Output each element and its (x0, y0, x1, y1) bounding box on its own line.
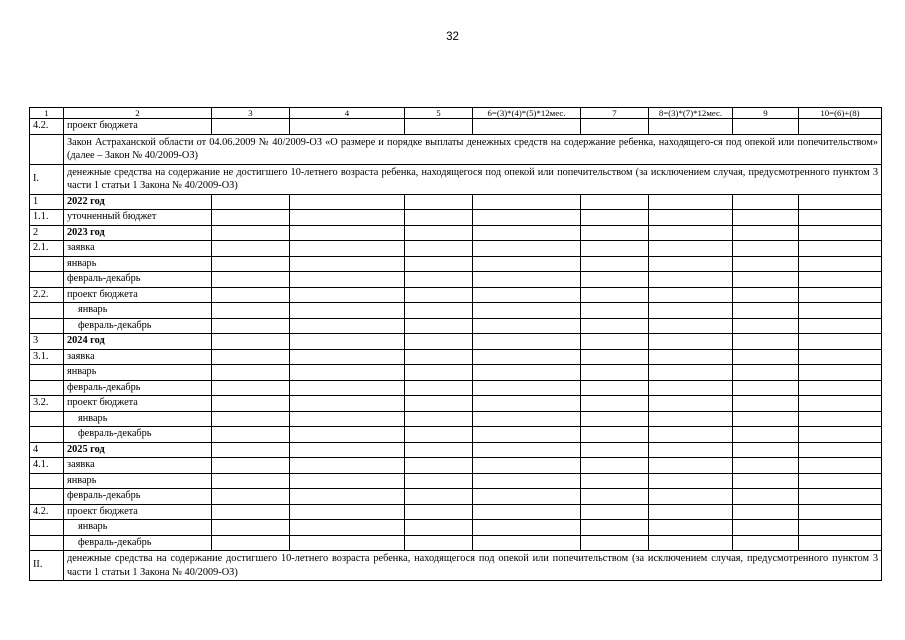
value-cell (473, 349, 581, 365)
row-label: заявка (64, 458, 212, 474)
value-cell (212, 256, 290, 272)
row-label: февраль-декабрь (64, 489, 212, 505)
value-cell (290, 365, 405, 381)
value-cell (405, 396, 473, 412)
value-cell (581, 535, 649, 551)
value-cell (405, 349, 473, 365)
value-cell (799, 365, 882, 381)
value-cell (473, 411, 581, 427)
value-cell (473, 318, 581, 334)
value-cell (405, 427, 473, 443)
value-cell (290, 256, 405, 272)
value-cell (212, 380, 290, 396)
value-cell (473, 504, 581, 520)
table-row (30, 473, 882, 489)
table-row (30, 194, 882, 210)
value-cell (405, 504, 473, 520)
value-cell (733, 119, 799, 135)
value-cell (473, 256, 581, 272)
header-cell: 3 (212, 108, 290, 119)
table-row (30, 411, 882, 427)
value-cell (405, 411, 473, 427)
value-cell (405, 210, 473, 226)
table-row (30, 396, 882, 412)
row-number: 3.1. (30, 349, 64, 365)
row-number: 1 (30, 194, 64, 210)
row-label: проект бюджета (64, 504, 212, 520)
row-label: январь (64, 473, 212, 489)
value-cell (649, 365, 733, 381)
value-cell (405, 365, 473, 381)
value-cell (212, 489, 290, 505)
value-cell (733, 334, 799, 350)
value-cell (212, 303, 290, 319)
value-cell (581, 396, 649, 412)
row-label: январь (64, 256, 212, 272)
value-cell (473, 535, 581, 551)
value-cell (733, 318, 799, 334)
value-cell (799, 318, 882, 334)
value-cell (405, 318, 473, 334)
value-cell (473, 194, 581, 210)
table-row (30, 241, 882, 257)
value-cell (212, 334, 290, 350)
value-cell (473, 365, 581, 381)
value-cell (405, 442, 473, 458)
value-cell (799, 427, 882, 443)
value-cell (405, 334, 473, 350)
value-cell (290, 287, 405, 303)
row-number (30, 411, 64, 427)
value-cell (649, 442, 733, 458)
value-cell (733, 489, 799, 505)
row-label: февраль-декабрь (64, 380, 212, 396)
value-cell (212, 349, 290, 365)
table-row (30, 349, 882, 365)
row-label: январь (64, 365, 212, 381)
value-cell (581, 287, 649, 303)
value-cell (649, 241, 733, 257)
value-cell (733, 287, 799, 303)
header-cell: 7 (581, 108, 649, 119)
value-cell (212, 365, 290, 381)
value-cell (290, 380, 405, 396)
value-cell (799, 334, 882, 350)
row-number: 3 (30, 334, 64, 350)
value-cell (799, 303, 882, 319)
value-cell (649, 256, 733, 272)
row-number: 1.1. (30, 210, 64, 226)
value-cell (290, 489, 405, 505)
value-cell (290, 520, 405, 536)
value-cell (212, 504, 290, 520)
table-row (30, 334, 882, 350)
row-label: заявка (64, 241, 212, 257)
value-cell (405, 473, 473, 489)
budget-table (29, 107, 882, 581)
row-number: 4.1. (30, 458, 64, 474)
value-cell (212, 272, 290, 288)
value-cell (733, 411, 799, 427)
value-cell (212, 318, 290, 334)
value-cell (799, 458, 882, 474)
value-cell (290, 119, 405, 135)
table-row (30, 520, 882, 536)
row-label: январь (64, 303, 212, 319)
header-cell: 10=(6)+(8) (799, 108, 882, 119)
value-cell (581, 520, 649, 536)
value-cell (799, 225, 882, 241)
value-cell (581, 380, 649, 396)
table-row (30, 365, 882, 381)
value-cell (649, 334, 733, 350)
value-cell (733, 396, 799, 412)
row-number (30, 520, 64, 536)
value-cell (290, 504, 405, 520)
header-cell: 1 (30, 108, 64, 119)
value-cell (649, 504, 733, 520)
value-cell (290, 535, 405, 551)
value-cell (799, 473, 882, 489)
value-cell (405, 241, 473, 257)
row-label: уточненный бюджет (64, 210, 212, 226)
value-cell (799, 272, 882, 288)
value-cell (649, 458, 733, 474)
value-cell (581, 489, 649, 505)
value-cell (473, 442, 581, 458)
value-cell (290, 272, 405, 288)
row-number (30, 380, 64, 396)
value-cell (733, 303, 799, 319)
value-cell (799, 442, 882, 458)
value-cell (733, 520, 799, 536)
section-text: денежные средства на содержание не достигшего 10-летнего возраста ребенка, находящегося под опекой или попечительством (за исключением случая, предусмотренного пунктом 3 части 1 статьи 1 Закона № 40/2009-ОЗ) (64, 164, 882, 194)
header-row (30, 108, 882, 119)
row-label: 2022 год (64, 194, 212, 210)
table-row (30, 210, 882, 226)
value-cell (290, 458, 405, 474)
value-cell (405, 256, 473, 272)
value-cell (799, 210, 882, 226)
table-row (30, 119, 882, 135)
table-row (30, 287, 882, 303)
header-cell: 2 (64, 108, 212, 119)
value-cell (290, 473, 405, 489)
value-cell (473, 396, 581, 412)
table-row (30, 256, 882, 272)
row-label: заявка (64, 349, 212, 365)
value-cell (290, 334, 405, 350)
value-cell (733, 241, 799, 257)
value-cell (649, 119, 733, 135)
header-cell: 8=(3)*(7)*12мес. (649, 108, 733, 119)
value-cell (733, 473, 799, 489)
value-cell (473, 241, 581, 257)
value-cell (799, 396, 882, 412)
row-number: 2.2. (30, 287, 64, 303)
value-cell (212, 442, 290, 458)
value-cell (581, 272, 649, 288)
table-row (30, 427, 882, 443)
value-cell (473, 520, 581, 536)
value-cell (290, 411, 405, 427)
value-cell (405, 489, 473, 505)
value-cell (733, 210, 799, 226)
value-cell (405, 380, 473, 396)
row-number: 4.2. (30, 119, 64, 135)
value-cell (733, 194, 799, 210)
value-cell (212, 473, 290, 489)
header-cell: 9 (733, 108, 799, 119)
value-cell (649, 303, 733, 319)
row-label: февраль-декабрь (64, 535, 212, 551)
table-section-row (30, 164, 882, 194)
value-cell (799, 535, 882, 551)
table-body (30, 108, 882, 581)
value-cell (290, 225, 405, 241)
value-cell (649, 349, 733, 365)
value-cell (473, 458, 581, 474)
value-cell (581, 504, 649, 520)
value-cell (581, 349, 649, 365)
value-cell (581, 241, 649, 257)
value-cell (733, 535, 799, 551)
table-row (30, 225, 882, 241)
value-cell (733, 365, 799, 381)
value-cell (649, 318, 733, 334)
value-cell (405, 225, 473, 241)
row-label: проект бюджета (64, 119, 212, 135)
row-number: 2.1. (30, 241, 64, 257)
value-cell (212, 520, 290, 536)
value-cell (649, 225, 733, 241)
page-number: 32 (446, 31, 459, 43)
row-number (30, 427, 64, 443)
value-cell (473, 489, 581, 505)
value-cell (733, 349, 799, 365)
value-cell (212, 458, 290, 474)
value-cell (581, 334, 649, 350)
value-cell (581, 365, 649, 381)
row-number: 3.2. (30, 396, 64, 412)
table-row (30, 303, 882, 319)
row-number: II. (30, 551, 64, 581)
row-number: 4.2. (30, 504, 64, 520)
value-cell (473, 287, 581, 303)
value-cell (649, 287, 733, 303)
table-row (30, 535, 882, 551)
row-number (30, 365, 64, 381)
table-row (30, 380, 882, 396)
header-cell: 6=(3)*(4)*(5)*12мес. (473, 108, 581, 119)
value-cell (290, 427, 405, 443)
value-cell (290, 396, 405, 412)
value-cell (581, 442, 649, 458)
value-cell (799, 380, 882, 396)
value-cell (733, 380, 799, 396)
value-cell (473, 334, 581, 350)
value-cell (212, 396, 290, 412)
value-cell (733, 504, 799, 520)
section-text: денежные средства на содержание достигшего 10-летнего возраста ребенка, находящегося под опекой или попечительством (за исключением случая, предусмотренного пунктом 3 части 1 статьи 1 Закона № 40/2009-ОЗ) (64, 551, 882, 581)
value-cell (212, 225, 290, 241)
row-label: январь (64, 411, 212, 427)
value-cell (405, 303, 473, 319)
value-cell (290, 442, 405, 458)
value-cell (799, 194, 882, 210)
table-row (30, 489, 882, 505)
value-cell (799, 520, 882, 536)
value-cell (405, 458, 473, 474)
row-number (30, 489, 64, 505)
value-cell (799, 504, 882, 520)
row-label: проект бюджета (64, 396, 212, 412)
value-cell (733, 272, 799, 288)
row-number (30, 134, 64, 164)
value-cell (290, 318, 405, 334)
value-cell (649, 411, 733, 427)
value-cell (581, 427, 649, 443)
value-cell (581, 119, 649, 135)
value-cell (799, 489, 882, 505)
value-cell (290, 303, 405, 319)
value-cell (405, 272, 473, 288)
value-cell (649, 489, 733, 505)
value-cell (473, 210, 581, 226)
table-row (30, 272, 882, 288)
table-row (30, 442, 882, 458)
value-cell (649, 535, 733, 551)
value-cell (733, 225, 799, 241)
value-cell (733, 427, 799, 443)
row-label: 2025 год (64, 442, 212, 458)
row-label: февраль-декабрь (64, 318, 212, 334)
value-cell (581, 194, 649, 210)
value-cell (649, 520, 733, 536)
row-label: 2023 год (64, 225, 212, 241)
value-cell (581, 318, 649, 334)
value-cell (581, 303, 649, 319)
value-cell (649, 272, 733, 288)
value-cell (473, 225, 581, 241)
value-cell (290, 349, 405, 365)
header-cell: 5 (405, 108, 473, 119)
row-number (30, 535, 64, 551)
table-section-row (30, 551, 882, 581)
value-cell (733, 442, 799, 458)
row-number (30, 272, 64, 288)
value-cell (212, 411, 290, 427)
value-cell (405, 194, 473, 210)
value-cell (799, 241, 882, 257)
value-cell (733, 458, 799, 474)
value-cell (290, 210, 405, 226)
value-cell (473, 119, 581, 135)
row-label: февраль-декабрь (64, 272, 212, 288)
value-cell (649, 194, 733, 210)
row-number: 4 (30, 442, 64, 458)
value-cell (405, 535, 473, 551)
value-cell (581, 473, 649, 489)
value-cell (290, 194, 405, 210)
table-section-row (30, 134, 882, 164)
value-cell (799, 287, 882, 303)
value-cell (581, 411, 649, 427)
value-cell (799, 119, 882, 135)
value-cell (473, 473, 581, 489)
value-cell (405, 119, 473, 135)
value-cell (212, 535, 290, 551)
value-cell (473, 380, 581, 396)
value-cell (649, 396, 733, 412)
value-cell (405, 287, 473, 303)
value-cell (405, 520, 473, 536)
value-cell (473, 303, 581, 319)
table-row (30, 318, 882, 334)
row-number (30, 318, 64, 334)
value-cell (649, 427, 733, 443)
row-number: 2 (30, 225, 64, 241)
row-label: 2024 год (64, 334, 212, 350)
value-cell (212, 119, 290, 135)
row-number: I. (30, 164, 64, 194)
row-number (30, 473, 64, 489)
value-cell (581, 225, 649, 241)
row-number (30, 303, 64, 319)
value-cell (649, 473, 733, 489)
row-number (30, 256, 64, 272)
value-cell (733, 256, 799, 272)
table-row (30, 458, 882, 474)
table-row (30, 504, 882, 520)
value-cell (212, 241, 290, 257)
value-cell (212, 210, 290, 226)
value-cell (581, 256, 649, 272)
value-cell (581, 210, 649, 226)
value-cell (212, 427, 290, 443)
value-cell (212, 287, 290, 303)
value-cell (290, 241, 405, 257)
value-cell (799, 411, 882, 427)
value-cell (649, 380, 733, 396)
row-label: проект бюджета (64, 287, 212, 303)
value-cell (473, 272, 581, 288)
value-cell (212, 194, 290, 210)
value-cell (581, 458, 649, 474)
value-cell (473, 427, 581, 443)
row-label: февраль-декабрь (64, 427, 212, 443)
value-cell (799, 349, 882, 365)
value-cell (799, 256, 882, 272)
header-cell: 4 (290, 108, 405, 119)
section-text: Закон Астраханской области от 04.06.2009 № 40/2009-ОЗ «О размере и порядке выплаты денежных средств на содержание ребенка, находящего-ся под опекой или попечительством» (далее – Закон № 40/2009-ОЗ) (64, 134, 882, 164)
value-cell (649, 210, 733, 226)
row-label: январь (64, 520, 212, 536)
